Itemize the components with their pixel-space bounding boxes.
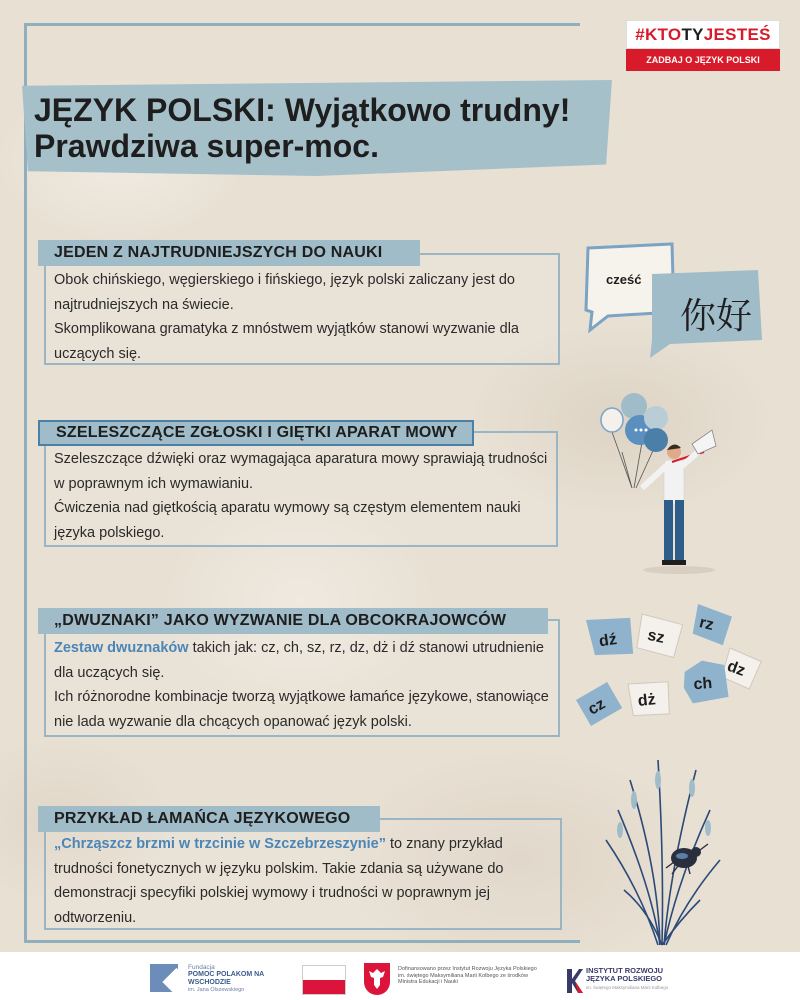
svg-text:sz: sz (645, 626, 667, 647)
campaign-subtitle: ZADBAJ O JĘZYK POLSKI (626, 49, 780, 71)
digraph-card-sz (635, 614, 684, 658)
section-3-label: „DWUZNAKI” JAKO WYZWANIE DLA OBCOKRAJOWCÓW (38, 608, 548, 634)
institute-line-1: INSTYTUT ROZWOJU (586, 966, 664, 975)
section-4-label: PRZYKŁAD ŁAMAŃCA JĘZYKOWEGO (38, 806, 380, 832)
digraph-card-ch (682, 659, 729, 704)
frame-line-left (24, 23, 27, 943)
section-1-paragraph-1: Obok chińskiego, węgierskiego i fińskiego, język polski zaliczany jest do najtrudniejszych na świecie. (54, 272, 515, 313)
frame-line-bottom (24, 940, 580, 943)
section-2-text (54, 447, 554, 545)
digraphs-highlight: Zestaw dwuznaków (54, 640, 189, 656)
tongue-twister-highlight: „Chrząszcz brzmi w trzcinie w Szczebrzeszynie” (54, 836, 386, 852)
fund-line-2: POMOC POLAKOM NA WSCHODZIE (188, 971, 264, 986)
footer-funding-note: Dofinansowano przez Instytut Rozwoju Języka Polskiego im. świętego Maksymiliana Marii Kolbego ze środków Ministra Edukacji i Nauki (398, 966, 537, 985)
page-title (34, 92, 614, 164)
section-1-paragraph-2: Skomplikowana gramatyka z mnóstwem wyjątków stanowi wyzwanie dla uczących się. (54, 321, 519, 362)
svg-text:dż: dż (637, 691, 657, 711)
digraph-card-cz (576, 682, 622, 726)
institute-line-2: JĘZYKA POLSKIEGO (586, 974, 662, 983)
section-3-paragraph-2: Ich różnorodne kombinacje tworzą wyjątkowe łamańce językowe, stanowiące nie lada wyzwanie dla chcących opanować język polski. (54, 689, 549, 730)
reeds-beetle-illustration (600, 750, 730, 950)
polish-greeting: cześć (606, 272, 642, 287)
section-2-paragraph-2: Ćwiczenia nad giętkością aparatu wymowy są częstym elementem nauki języka polskiego. (54, 500, 521, 541)
section-4-paragraph-1: „Chrząszcz brzmi w trzcinie w Szczebrzeszynie” to znany przykład trudności fonetycznych w języku polskim. Takie zdania są używane do demonstracji specyfiki polskiej wymowy i trudności w poprawnym jej odtworzeniu. (54, 836, 504, 926)
section-4-text (54, 832, 554, 930)
campaign-badge (626, 20, 780, 72)
speech-bubbles-illustration (580, 240, 780, 360)
digraph-card-dz-dot (628, 680, 671, 718)
institute-k-icon (564, 967, 584, 995)
digraph-card-dz-acute (586, 614, 635, 660)
page-title-line1: JĘZYK POLSKI: Wyjątkowo trudny! (34, 92, 571, 128)
section-3-paragraph-1: Zestaw dwuznaków takich jak: cz, ch, sz, rz, dz, dż i dź stanowi utrudnienie dla uczących się. (54, 640, 544, 681)
section-2-label: SZELESZCZĄCE ZGŁOSKI I GIĘTKI APARAT MOWY (38, 420, 474, 446)
footer-institute-logo (564, 963, 674, 997)
shadow (643, 566, 715, 574)
page-title-line2: Prawdziwa super-moc. (34, 128, 379, 164)
polish-flag (302, 965, 346, 995)
fund-line-3: im. Jana Olszewskiego (188, 987, 245, 993)
section-1-label: JEDEN Z NAJTRUDNIEJSZYCH DO NAUKI (38, 240, 420, 266)
section-2-paragraph-1: Szeleszczące dźwięki oraz wymagająca aparatura mowy sprawiają trudności w poprawnym ich wymawianiu. (54, 451, 548, 492)
digraph-card-rz (690, 604, 733, 646)
chinese-greeting: 你好 (680, 296, 753, 337)
fund-line-1: Fundacja (188, 964, 215, 971)
institute-line-3: im. świętego Maksymiliana Marii Kolbego (586, 985, 669, 990)
section-3-text (54, 636, 554, 734)
frame-line-top (24, 23, 580, 26)
svg-text:cz: cz (585, 695, 609, 719)
svg-text:rz: rz (697, 614, 716, 635)
man-with-balloons-illustration (594, 392, 764, 582)
beetle (666, 844, 708, 874)
campaign-hashtag: #KTOTYJESTEŚ (626, 20, 780, 49)
svg-text:dz: dz (724, 657, 748, 680)
fund-logo-mark (150, 964, 178, 992)
digraph-cards-illustration (572, 600, 782, 730)
section-1-text (54, 268, 554, 366)
polish-emblem (364, 963, 390, 995)
svg-text:ch: ch (693, 674, 713, 694)
reeds (606, 760, 720, 945)
svg-text:dź: dź (597, 630, 618, 651)
